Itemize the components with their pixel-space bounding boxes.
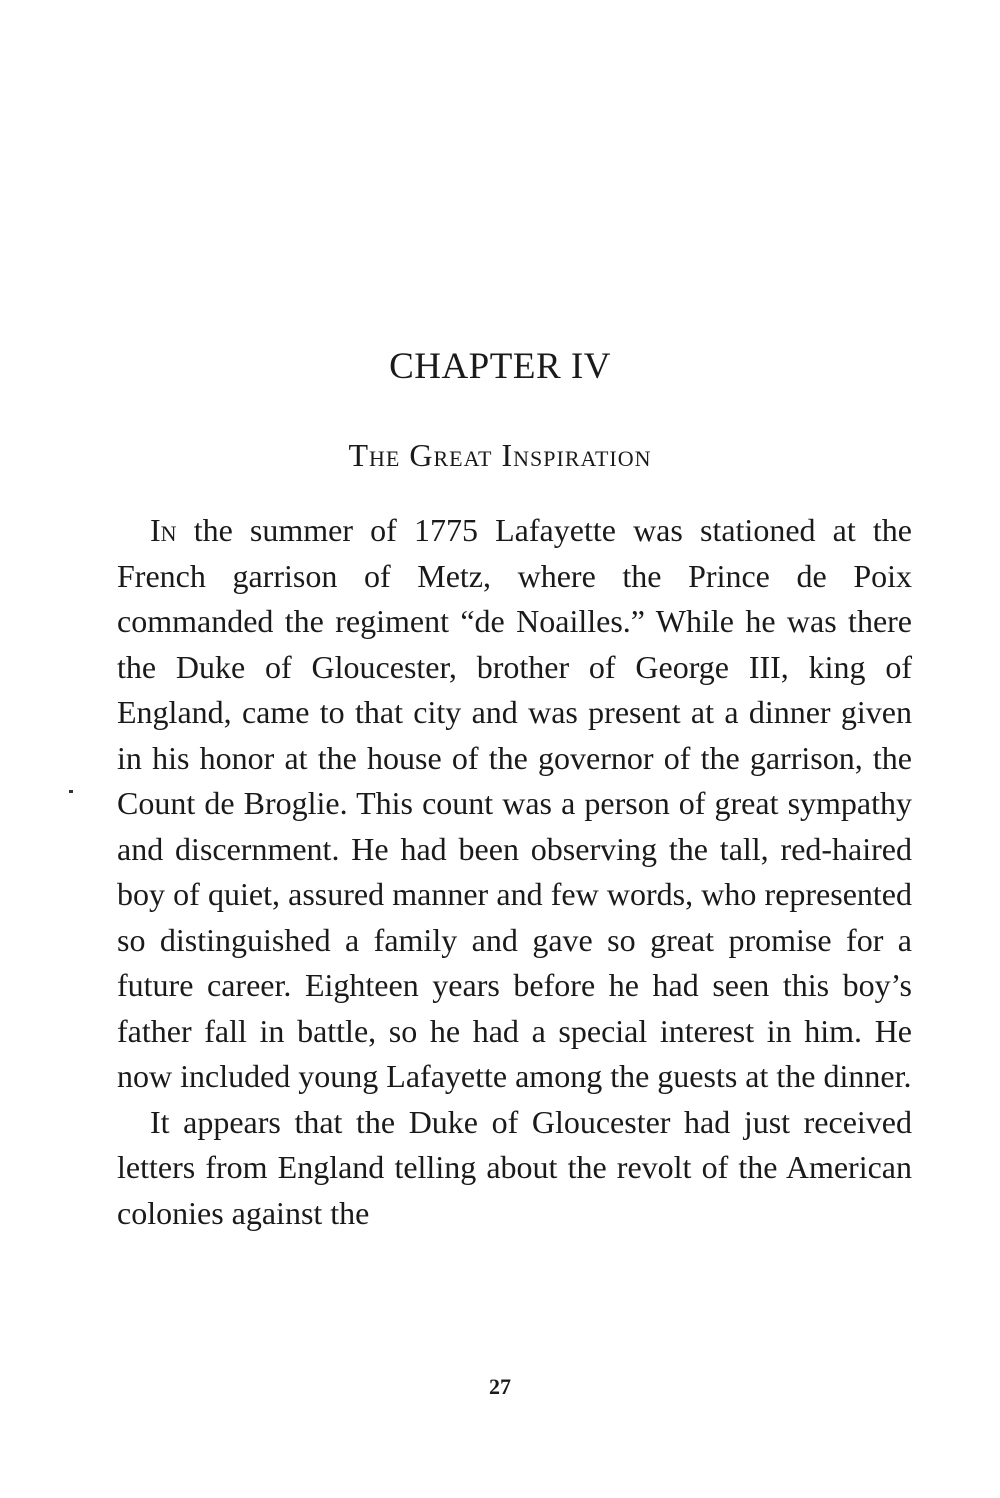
chapter-heading: CHAPTER IV [389, 346, 611, 387]
stray-ink-mark [69, 790, 73, 793]
chapter-subtitle: The Great Inspiration [348, 437, 652, 473]
paragraph-text: the summer of 1775 Lafayette was stationed at the French garrison of Metz, where the Prince de Poix commanded the regiment “de Noailles.” While he was there the Duke of Gloucester, brother of George III, king of England, came to that city and was present at a dinner given in his honor at the house of the governor of the garrison, the Count de Broglie. This count was a person of great sympathy and discernment. He had been observing the tall, red-haired boy of quiet, assured manner and few words, who represented so distinguished a family and gave so great promise for a future career. Eighteen years before he had seen this boy’s father fall in battle, so he had a special interest in him. He now included young Lafayette among the guests at the dinner. [117, 512, 912, 1094]
paragraph [117, 1100, 912, 1237]
paragraph-initial: In [150, 512, 177, 548]
paragraph [117, 508, 912, 1100]
paragraph-text: It appears that the Duke of Gloucester had just received letters from England telling about the revolt of the American colonies against the [117, 1103, 912, 1231]
page-number: 27 [489, 1374, 511, 1399]
body-text [117, 508, 912, 1236]
